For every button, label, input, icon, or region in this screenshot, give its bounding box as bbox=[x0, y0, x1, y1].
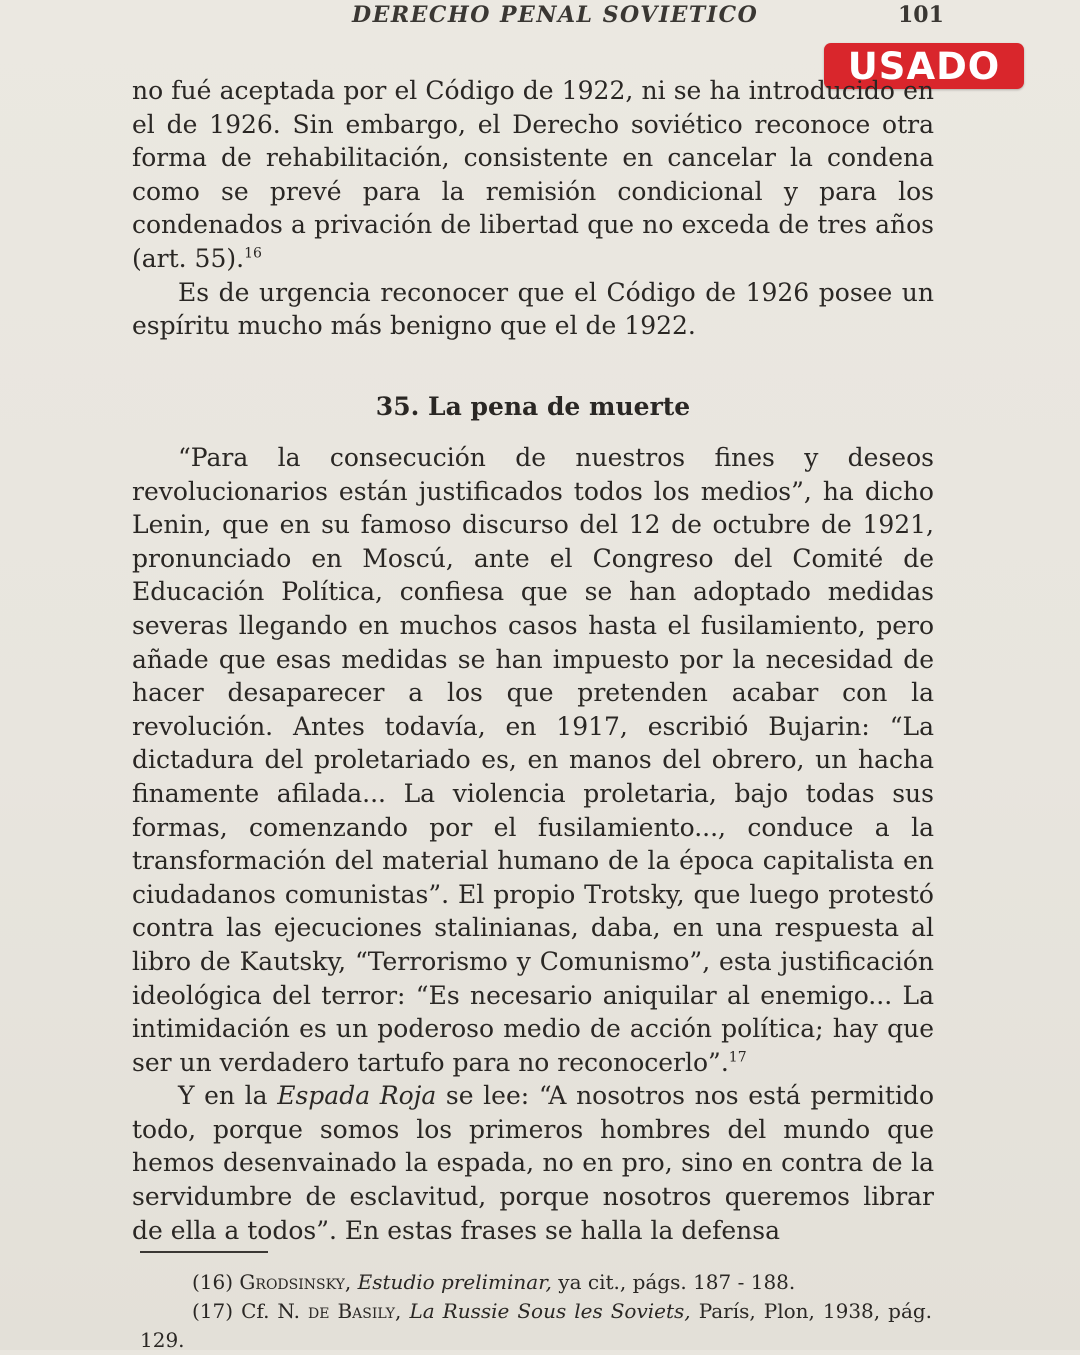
footnote-number: (16) bbox=[192, 1270, 234, 1294]
footnote-rest: ya cit., págs. 187 - 188. bbox=[558, 1270, 796, 1294]
paragraph-espada-roja bbox=[132, 1079, 934, 1247]
footnote-ref-17: 17 bbox=[728, 1049, 747, 1066]
paragraph-lenin bbox=[132, 441, 934, 1079]
running-title: DERECHO PENAL SOVIETICO bbox=[352, 2, 759, 28]
footnote-number: (17) bbox=[192, 1299, 234, 1323]
footnote-16 bbox=[140, 1268, 932, 1297]
footnote-rest: París, Plon, 1938, pág. 129. bbox=[140, 1299, 933, 1352]
italic-title: Espada Roja bbox=[277, 1081, 437, 1111]
section-body bbox=[132, 441, 934, 1247]
top-paragraph-block bbox=[132, 74, 934, 343]
footnotes bbox=[140, 1268, 932, 1355]
paragraph-benigno: Es de urgencia reconocer que el Código de 1926 posee un espíritu mucho más benigno que el de 1922. bbox=[132, 277, 934, 341]
paragraph-text: “Para la consecución de nuestros fines y deseos revolucionarios están justificados todos los medios”, ha dicho Lenin, que en su famoso discurso del 12 de octubre de 1921, pronunciado en Moscú, ante el Congreso del Comité de Educación Política, confiesa que se han adoptado medidas severas llegando en muchos casos hasta el fusilamiento, pero añade que esas medidas se han impuesto por la necesidad de hacer desaparecer a los que pretenden acabar con la revolución. Antes todavía, en 1917, escribió Bujarin: “La dictadura del proletariado es, en manos del obrero, un hacha finamente afilada... La violencia proletaria, bajo todas sus formas, comenzando por el fusilamiento..., conduce a la transformación del material humano de la época capitalista en ciudadanos comunistas”. El propio Trotsky, que luego protestó contra las ejecuciones stalinianas, daba, en una respuesta al libro de Kautsky, “Terrorismo y Comunismo”, esta justificación ideológica del terror: “Es necesario aniquilar al enemigo... La intimidación es un poderoso medio de acción política; hay que ser un verdadero tartufo para no reconocerlo”. bbox=[132, 443, 934, 1077]
footnote-title: Estudio preliminar, bbox=[357, 1270, 552, 1294]
paragraph-text: se lee: “A nosotros nos está permitido todo, porque somos los primeros hombres del mundo que hemos desenvainado la espada, no en pro, sino en contra de la servidumbre de esclavitud, porque nosotros queremos librar de ella a todos”. En estas frases se halla la defensa bbox=[132, 1081, 934, 1245]
paragraph-text: no fué aceptada por el Código de 1922, ni se ha introducido en el de 1926. Sin embargo, el Derecho soviético reconoce otra forma de rehabilitación, consistente en cancelar la condena como se prevé para la remisión condicional y para los condenados a privación de libertad que no exceda de tres años (art. 55). bbox=[132, 76, 934, 273]
footnote-prefix: Cf. N. bbox=[241, 1299, 301, 1323]
page-number: 101 bbox=[898, 2, 944, 28]
section-heading: 35. La pena de muerte bbox=[375, 392, 691, 421]
footnote-ref-16: 16 bbox=[244, 245, 262, 262]
footnote-author: Grodsinsky, bbox=[239, 1270, 352, 1294]
paragraph-continuation bbox=[132, 74, 934, 276]
footnote-title: La Russie Sous les Soviets, bbox=[409, 1299, 691, 1323]
footnote-author: de Basily, bbox=[308, 1299, 402, 1323]
footnote-divider bbox=[140, 1251, 268, 1253]
footnote-17 bbox=[140, 1297, 932, 1355]
paragraph-lead: Y en la bbox=[178, 1081, 268, 1111]
used-badge: USADO bbox=[824, 43, 1024, 89]
